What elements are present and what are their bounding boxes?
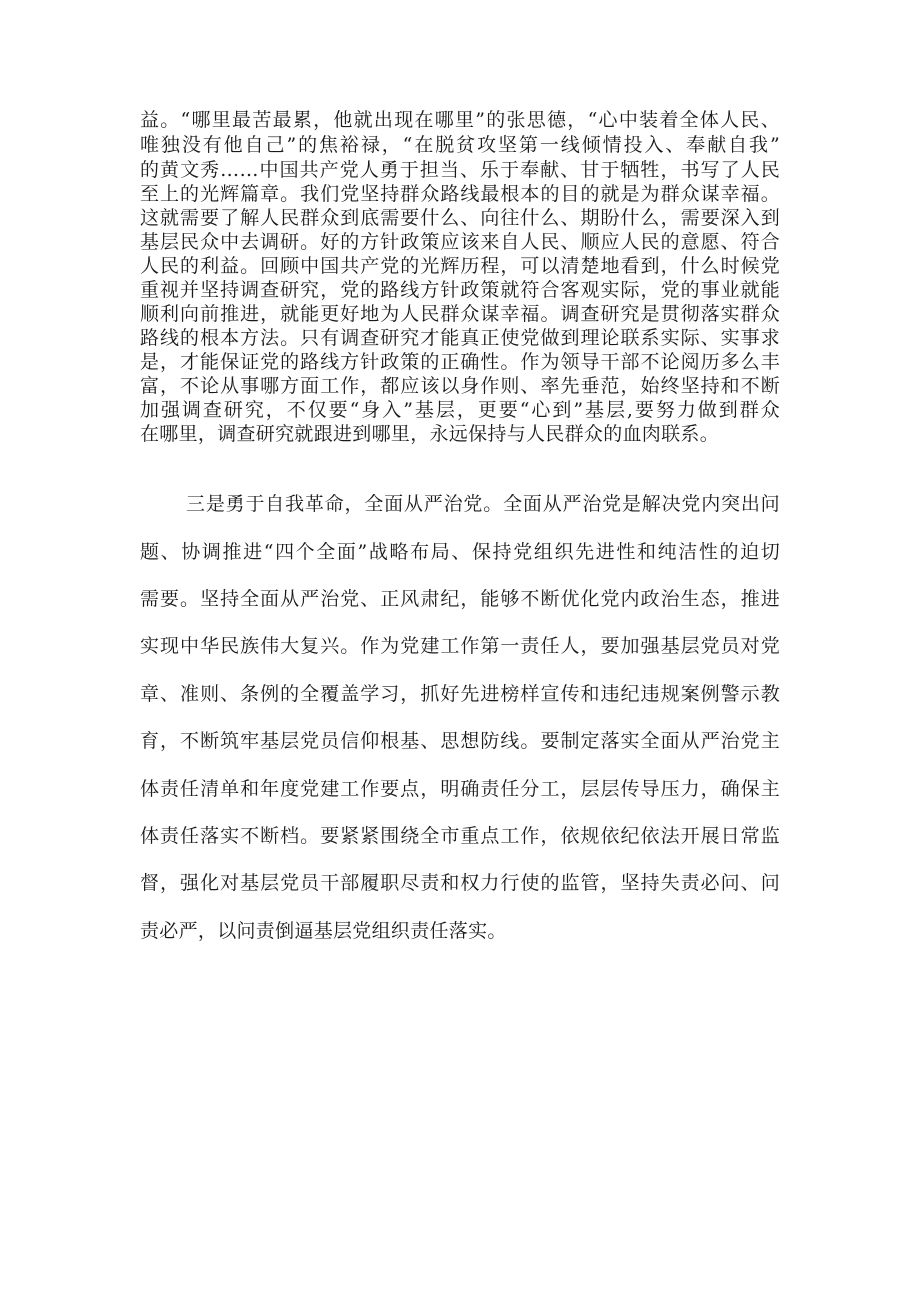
text-line: 督，强化对基层党员干部履职尽责和权力行使的监管，坚持失责必问、问 <box>140 872 780 894</box>
text-line: 体责任清单和年度党建工作要点，明确责任分工，层层传导压力，确保主 <box>140 778 780 800</box>
text-line: 这就需要了解人民群众到底需要什么、向往什么、期盼什么，需要深入到 <box>140 207 780 229</box>
text-line: 在哪里，调查研究就跟进到哪里，永远保持与人民群众的血肉联系。 <box>140 423 720 445</box>
text-line: 人民的利益。回顾中国共产党的光辉历程，可以清楚地看到，什么时候党 <box>140 255 780 277</box>
text-line: 顺利向前推进，就能更好地为人民群众谋幸福。调查研究是贯彻落实群众 <box>140 303 780 325</box>
text-line: 育，不断筑牢基层党员信仰根基、思想防线。要制定落实全面从严治党主 <box>140 730 780 752</box>
text-line: 路线的根本方法。只有调查研究才能真正使党做到理论联系实际、实事求 <box>140 327 780 349</box>
text-line: 是，才能保证党的路线方针政策的正确性。作为领导干部不论阅历多么丰 <box>140 351 780 373</box>
text-line: 的黄文秀……中国共产党人勇于担当、乐于奉献、甘于牺牲，书写了人民 <box>140 159 780 181</box>
text-line: 三是勇于自我革命，全面从严治党。全面从严治党是解决党内突出问 <box>186 493 780 515</box>
text-line: 富，不论从事哪方面工作，都应该以身作则、率先垂范，始终坚持和不断 <box>140 375 780 397</box>
text-line: 加强调查研究，不仅要“身入”基层，更要“心到”基层,要努力做到群众 <box>140 399 780 421</box>
text-line: 章、准则、条例的全覆盖学习，抓好先进榜样宣传和违纪违规案例警示教 <box>140 683 780 705</box>
text-line: 益。“哪里最苦最累，他就出现在哪里”的张思德，“心中装着全体人民、 <box>140 109 780 131</box>
text-line: 责必严，以问责倒逼基层党组织责任落实。 <box>140 920 507 942</box>
text-line: 体责任落实不断档。要紧紧围绕全市重点工作，依规依纪依法开展日常监 <box>140 825 780 847</box>
text-line: 至上的光辉篇章。我们党坚持群众路线最根本的目的就是为群众谋幸福。 <box>140 183 780 205</box>
text-line: 基层民众中去调研。好的方针政策应该来自人民、顺应人民的意愿、符合 <box>140 231 780 253</box>
text-line: 唯独没有他自己”的焦裕禄，“在脱贫攻坚第一线倾情投入、奉献自我” <box>140 134 780 156</box>
text-line: 重视并坚持调查研究，党的路线方针政策就符合客观实际，党的事业就能 <box>140 279 780 301</box>
text-line: 题、协调推进“四个全面”战略布局、保持党组织先进性和纯洁性的迫切 <box>140 541 780 563</box>
text-line: 实现中华民族伟大复兴。作为党建工作第一责任人，要加强基层党员对党 <box>140 635 780 657</box>
text-line: 需要。坚持全面从严治党、正风肃纪，能够不断优化党内政治生态，推进 <box>140 588 780 610</box>
